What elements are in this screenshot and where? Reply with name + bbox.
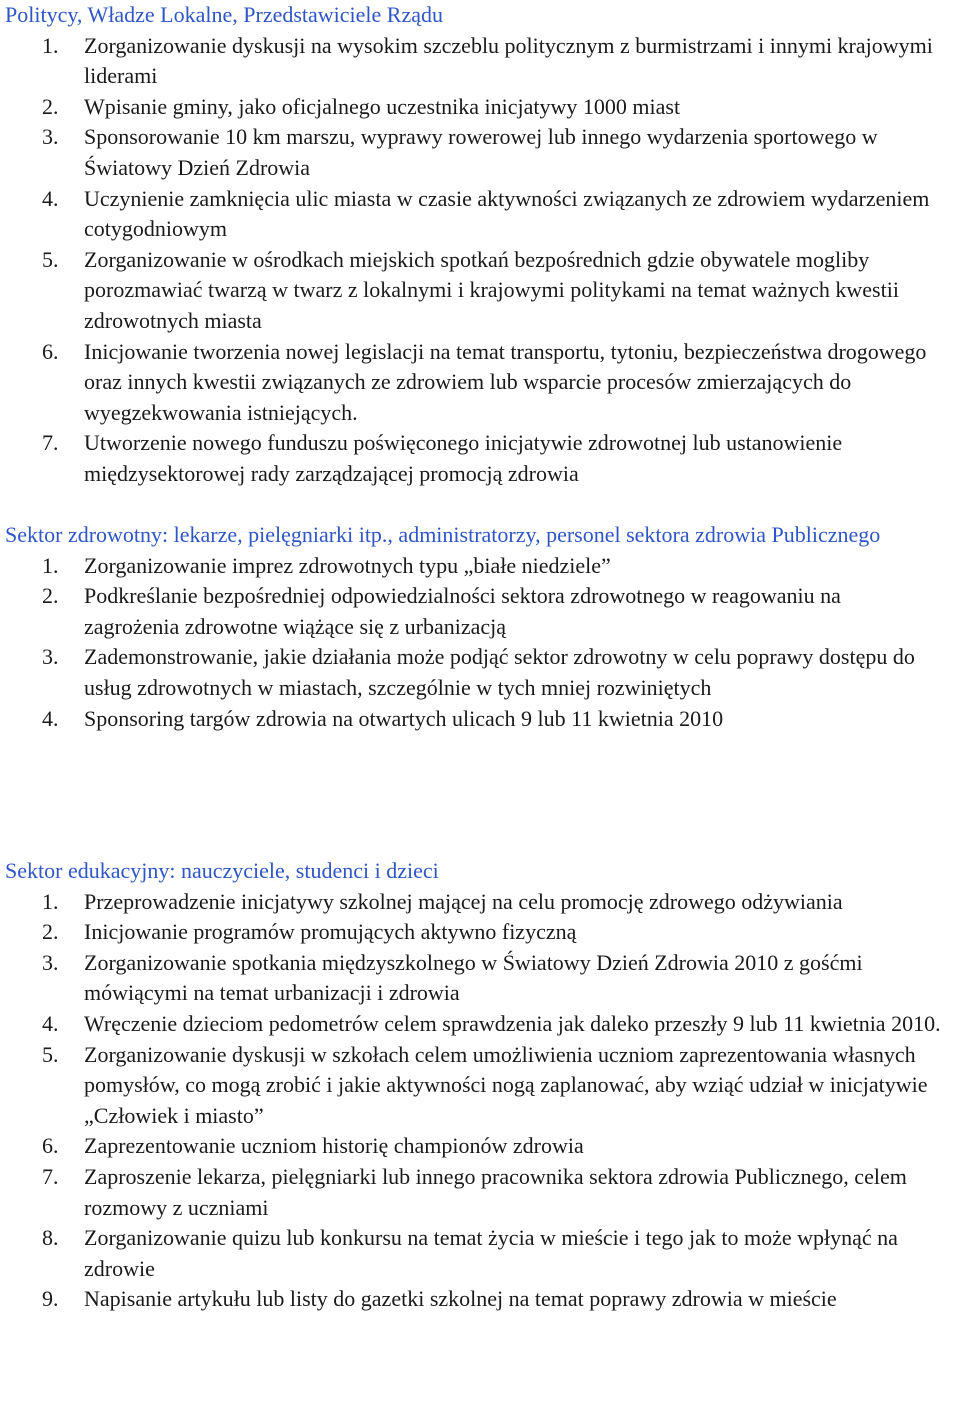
list-item [5,581,930,642]
item-number: 4. [42,185,59,211]
item-text: Uczynienie zamknięcia ulic miasta w czasie aktywności związanych ze zdrowiem wydarzeniem cotygodniowym [84,185,930,242]
item-number: 6. [42,1133,59,1159]
item-text: Wpisanie gminy, jako oficjalnego uczestnika inicjatywy 1000 miast [84,93,681,119]
list-item [5,887,958,918]
item-text: Zorganizowanie dyskusji na wysokim szczeblu politycznym z burmistrzami i innymi krajowymi liderami [84,32,933,89]
list-item [5,31,958,92]
item-number: 2. [42,919,59,945]
item-text: Utworzenie nowego funduszu poświęconego inicjatywie zdrowotnej lub ustanowienie międzysektorowej rady zarządzającej promocją zdrowia [84,430,843,486]
item-text: Zorganizowanie imprez zdrowotnych typu „białe niedziele” [84,552,611,578]
list-item [5,428,958,489]
item-number: 9. [42,1286,59,1312]
item-number: 2. [42,583,59,609]
item-number: 3. [42,124,59,150]
item-number: 8. [42,1225,59,1251]
item-text: Zorganizowanie spotkania międzyszkolnego w Światowy Dzień Zdrowia 2010 z gośćmi mówiącymi na temat urbanizacji i zdrowia [84,949,863,1006]
item-number: 7. [42,430,59,456]
item-number: 5. [42,1041,59,1067]
item-number: 1. [42,888,59,914]
list-item [5,1131,958,1162]
list-item [5,1040,958,1132]
item-text: Podkreślanie bezpośredniej odpowiedzialności sektora zdrowotnego w reagowaniu na zagrożenia zdrowotne wiążące się z urbanizacją [84,583,841,639]
item-text: Wręczenie dzieciom pedometrów celem sprawdzenia jak daleko przeszły 9 lub 11 kwietnia 2010. [84,1010,941,1036]
list-item [5,337,958,429]
item-number: 2. [42,93,59,119]
item-number: 6. [42,338,59,364]
action-list [5,31,958,490]
action-list [5,887,958,1315]
list-item [5,948,958,1009]
item-text: Zaproszenie lekarza, pielęgniarki lub innego pracownika sektora zdrowia Publicznego, celem rozmowy z uczniami [84,1163,907,1220]
item-number: 1. [42,32,59,58]
list-item [5,704,930,735]
item-text: Przeprowadzenie inicjatywy szkolnej mającej na celu promocję zdrowego odżywiania [84,888,843,914]
list-item [5,642,930,703]
list-item [5,1223,958,1284]
item-text: Napisanie artykułu lub listy do gazetki szkolnej na temat poprawy zdrowia w mieście [84,1286,837,1312]
list-item [5,1162,958,1223]
item-text: Zorganizowanie w ośrodkach miejskich spotkań bezpośrednich gdzie obywatele mogliby porozmawiać twarzą w twarz z lokalnymi i krajowymi politykami na temat ważnych kwestii zdrowotnych miasta [84,246,899,333]
list-item [5,551,930,582]
list-item [5,917,958,948]
section-heading: Sektor zdrowotny: lekarze, pielęgniarki itp., administratorzy, personel sektora zdrowia Publicznego [5,522,881,547]
item-number: 3. [42,949,59,975]
list-item [5,92,958,123]
item-text: Zorganizowanie dyskusji w szkołach celem umożliwienia uczniom zaprezentowania własnych pomysłów, co mogą zrobić i jakie aktywności nogą zaplanować, aby wziąć udział w inicjatywie „Człowiek i miasto” [84,1041,928,1128]
list-item [5,184,958,245]
item-number: 7. [42,1163,59,1189]
action-list [5,551,930,735]
item-number: 1. [42,552,59,578]
item-text: Zademonstrowanie, jakie działania może podjąć sektor zdrowotny w celu poprawy dostępu do usług zdrowotnych w miastach, szczególnie w tych mniej rozwiniętych [84,644,915,700]
list-item [5,1009,958,1040]
item-text: Sponsoring targów zdrowia na otwartych ulicach 9 lub 11 kwietnia 2010 [84,705,724,731]
list-item [5,122,958,183]
item-text: Inicjowanie programów promujących aktywno fizyczną [84,919,577,945]
item-text: Zaprezentowanie uczniom historię championów zdrowia [84,1133,584,1159]
list-item [5,245,958,337]
section-education-sector [5,856,958,1315]
item-text: Sponsorowanie 10 km marszu, wyprawy rowerowej lub innego wydarzenia sportowego w Światowy Dzień Zdrowia [84,124,878,180]
section-heading: Sektor edukacyjny: nauczyciele, studenci i dzieci [5,858,439,883]
item-number: 5. [42,246,59,272]
item-text: Zorganizowanie quizu lub konkursu na temat życia w mieście i tego jak to może wpłynąć na zdrowie [84,1225,898,1281]
section-politicians [5,0,958,490]
list-item [5,1284,958,1315]
item-number: 4. [42,705,59,731]
item-number: 4. [42,1010,59,1036]
section-health-sector [5,520,930,734]
item-number: 3. [42,644,59,670]
item-text: Inicjowanie tworzenia nowej legislacji na temat transportu, tytoniu, bezpieczeństwa drogowego oraz innych kwestii związanych ze zdrowiem lub wsparcie procesów zmierzających do wyegzekwowania istniejących. [84,338,927,425]
section-heading: Politycy, Władze Lokalne, Przedstawiciele Rządu [5,2,444,27]
